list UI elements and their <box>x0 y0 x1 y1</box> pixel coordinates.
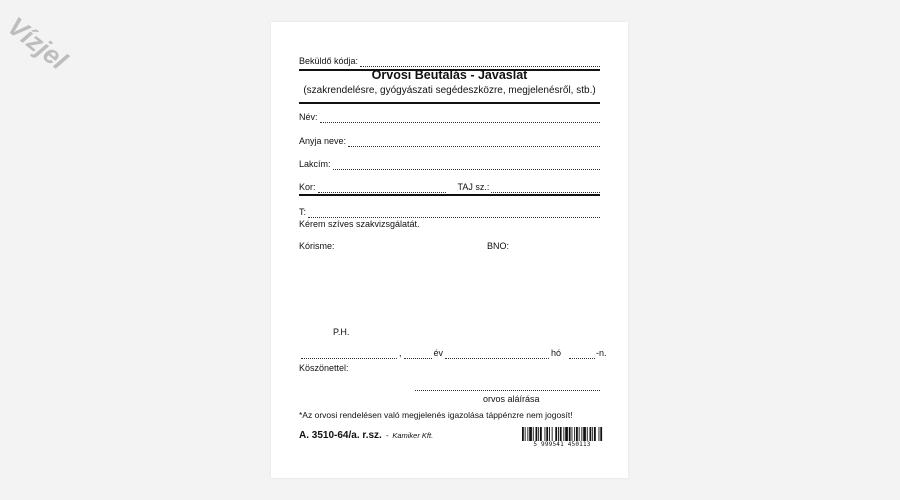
address-field <box>333 161 600 170</box>
barcode-bar <box>583 427 586 442</box>
request-text: Kérem szíves szakvizsgálatát. <box>299 219 420 229</box>
name-field <box>320 114 600 123</box>
t-row <box>299 207 600 218</box>
referral-form-sheet <box>271 22 628 478</box>
barcode-bar <box>572 427 573 442</box>
address-row <box>299 159 600 170</box>
signature-row <box>413 382 600 391</box>
form-subtitle: (szakrendelésre, gyógyászati segédeszközre, megjelenésről, stb.) <box>303 85 596 96</box>
sender-code-field <box>360 58 600 67</box>
barcode-bar <box>533 427 534 442</box>
barcode-bar <box>560 427 562 442</box>
taj-label: TAJ sz.: <box>457 182 490 192</box>
mother-name-row <box>299 136 600 147</box>
barcode-number: 5 999541 450113 <box>521 441 603 448</box>
maker-name: Kamiker Kft. <box>392 431 434 440</box>
day-label: -n. <box>596 348 607 358</box>
barcode-bar <box>600 427 602 442</box>
barcode-bar <box>565 427 568 442</box>
barcode-bar <box>576 427 578 442</box>
signature-label: orvos aláírása <box>483 394 540 404</box>
barcode-bar <box>538 427 539 442</box>
barcode-bar <box>555 427 557 442</box>
diagnosis-label: Kórisme: <box>299 241 335 251</box>
taj-field <box>491 184 600 193</box>
code-dash: - <box>385 431 389 440</box>
barcode-bar <box>546 427 548 442</box>
barcode-bar <box>581 427 582 442</box>
barcode-bar <box>525 427 526 442</box>
form-code-row <box>299 430 433 441</box>
header-rule-bottom <box>299 102 600 104</box>
watermark: Vízjel <box>2 10 73 76</box>
address-label: Lakcím: <box>299 159 331 169</box>
month-field <box>445 350 549 359</box>
place-field <box>301 350 397 359</box>
mother-name-field <box>348 138 600 147</box>
date-comma: , <box>399 348 402 358</box>
year-label: év <box>433 348 444 358</box>
t-field <box>308 209 600 218</box>
barcode-bar <box>527 427 528 442</box>
barcode-bar <box>579 427 580 442</box>
t-label: T: <box>299 207 307 217</box>
barcode-bar <box>536 427 538 442</box>
form-code: A. 3510-64/a. r.sz. <box>299 430 382 441</box>
age-label: Kor: <box>299 182 316 192</box>
mother-name-label: Anyja neve: <box>299 136 347 146</box>
barcode-bar <box>552 427 553 442</box>
barcode-bar <box>594 427 596 442</box>
barcode-bar <box>574 427 575 442</box>
stamp-label: P.H. <box>333 327 350 337</box>
barcode-bars <box>521 427 603 442</box>
barcode-bar <box>529 427 532 442</box>
barcode-bar <box>522 427 524 442</box>
year-field <box>404 350 432 359</box>
signature-field <box>415 382 600 391</box>
month-label: hó <box>551 348 562 358</box>
date-row <box>299 348 607 359</box>
name-label: Név: <box>299 112 318 122</box>
sender-code-label: Beküldő kódja: <box>299 56 359 66</box>
barcode-bar <box>592 427 593 442</box>
thanks-label: Köszönettel: <box>299 363 349 373</box>
sender-code-row <box>299 56 600 67</box>
barcode-bar <box>569 427 571 442</box>
barcode-bar <box>587 427 588 442</box>
barcode-bar <box>549 427 550 442</box>
patient-section-rule <box>299 194 600 196</box>
footnote: *Az orvosi rendelésen való megjelenés igazolása táppénzre nem jogosít! <box>299 410 573 420</box>
barcode-bar <box>599 427 600 442</box>
day-field <box>569 350 595 359</box>
name-row <box>299 112 600 123</box>
barcode-bar <box>545 427 546 442</box>
barcode-bar <box>558 427 559 442</box>
barcode <box>521 427 603 449</box>
age-field <box>318 184 446 193</box>
barcode-bar <box>590 427 592 442</box>
age-taj-row <box>299 182 600 193</box>
barcode-bar <box>540 427 542 442</box>
bno-label: BNO: <box>487 241 510 251</box>
form-title: Orvosi Beutalás - Javaslat <box>371 68 528 82</box>
barcode-bar <box>563 427 564 442</box>
